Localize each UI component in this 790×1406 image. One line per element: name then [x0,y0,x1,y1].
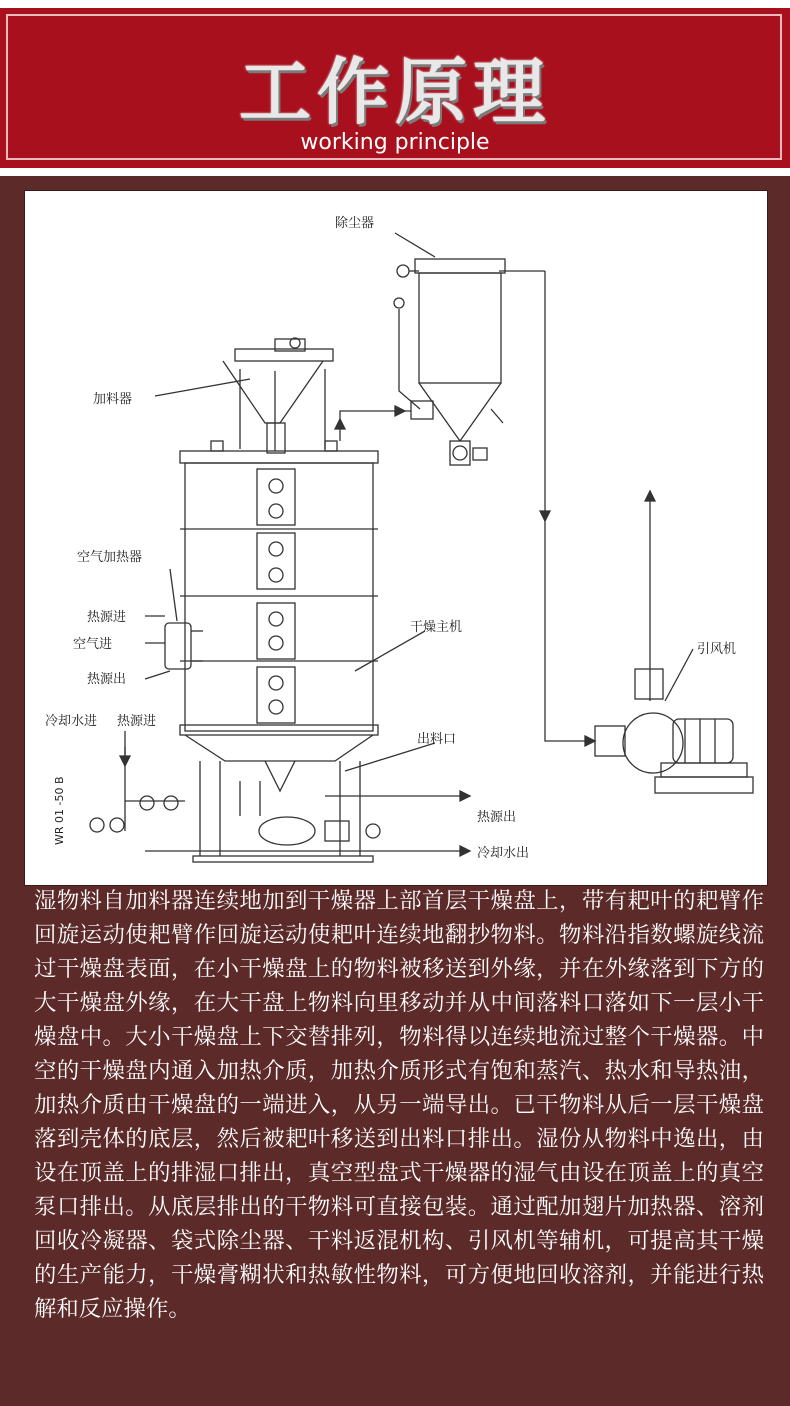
label-cooling-water-in: 冷却水进 [45,714,98,729]
dust-collector-body [419,273,501,383]
label-dust-collector: 除尘器 [335,216,375,231]
dryer-body [185,463,373,731]
air-heater [165,623,191,669]
label-main-dryer: 干燥主机 [410,620,463,635]
header-banner [0,0,790,176]
label-air-heater: 空气加热器 [77,550,143,565]
page-title: 工作原理 [238,50,551,134]
label-heat-out: 热源出 [87,672,127,687]
label-discharge-port: 出料口 [417,732,457,747]
divider [0,176,790,190]
diagram-panel [24,190,768,886]
dust-collector-top [415,259,505,273]
description-text: 湿物料自加料器连续地加到干燥器上部首层干燥盘上，带有耙叶的耙臂作回旋运动使耙臂作回旋运动使耙叶连续地翻抄物料。物料沿指数螺旋线流过干燥盘表面，在小干燥盘上的物料被移送到外缘，并在外缘落到下方的大干燥盘外缘，在大干盘上物料向里移动并从中间落料口落如下一层小干燥盘中。大小干燥盘上下交替排列，物料得以连续地流过整个干燥器。中空的干燥盘内通入加热介质，加热介质形式有饱和蒸汽、热水和导热油，加热介质由干燥盘的一端进入，从另一端导出。已干物料从后一层干燥盘落到壳体的底层，然后被耙叶移送到出料口排出。湿份从物料中逸出，由设在顶盖上的排湿口排出，真空型盘式干燥器的湿气由设在顶盖上的真空泵口排出。从底层排出的干物料可直接包装。通过配加翅片加热器、溶剂回收冷凝器、袋式除尘器、干料返混机构、引风机等辅机，可提高其干燥的生产能力，干燥膏糊状和热敏性物料，可方便地回收溶剂，并能进行热解和反应操作。 [34,888,764,1322]
label-fan: 引风机 [697,642,737,657]
label-heat-out-2: 热源出 [477,810,517,825]
label-heat-in-2: 热源进 [117,714,157,729]
process-diagram [25,191,767,885]
label-air-in: 空气进 [73,637,113,652]
label-cooling-water-out: 冷却水出 [477,846,530,861]
page-subtitle: working principle [300,130,490,155]
dust-collector-cone [419,383,501,441]
label-feeder: 加料器 [93,392,133,407]
label-drawing-code: WR 01 -50 B [53,776,66,845]
label-heat-in: 热源进 [87,610,127,625]
